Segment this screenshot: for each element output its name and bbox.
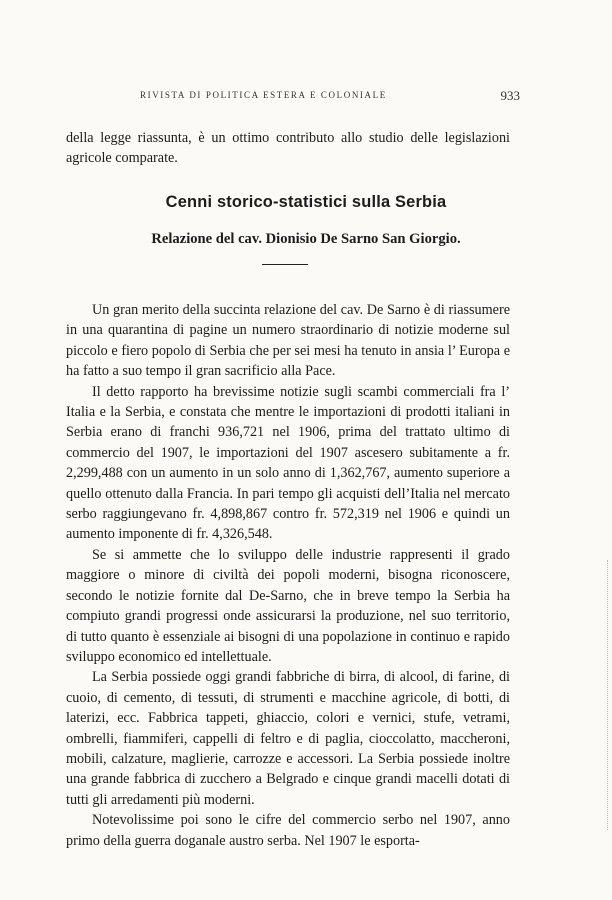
article-body: [66, 300, 510, 851]
paragraph: Un gran merito della succinta relazione del cav. De Sarno è di riassumere in una quarantina di pagine un numero straordinario di notizie moderne sul piccolo e fiero popolo di Serbia che per sei mesi ha tenuto in ansia l’ Europa e ha fatto a suo tempo il gran sacrificio alla Pace.: [66, 302, 510, 380]
page-header: [0, 90, 612, 104]
title-rule: [262, 264, 308, 265]
paragraph: La Serbia possiede oggi grandi fabbriche di birra, di alcool, di farine, di cuoio, di cemento, di tessuti, di strumenti e macchine agricole, di botti, di laterizi, ecc. Fabbrica tappeti, ghiaccio, colori e vernici, stufe, vetrami, ombrelli, fiammiferi, cappelli di feltro e di paglia, cioccolatto, maccheroni, mobili, calzature, maglierie, carrozze e accessori. La Serbia possiede inoltre una grande fabbrica di zucchero a Belgrado e cinque grandi macelli dotati di tutti gli arredamenti più moderni.: [66, 669, 510, 808]
paragraph: Se si ammette che lo sviluppo delle industrie rappresenti il grado maggiore o minore di civiltà dei popoli moderni, bisogna riconoscere, secondo le notizie fornite dal De-Sarno, che in breve tempo la Serbia ha compiuto grandi progressi onde assicurarsi la produzione, nel suo territorio, di tutto quanto è essenziale ai bisogni di una popolazione in continuo e rapido sviluppo economico ed intellettuale.: [66, 546, 510, 665]
paragraph: Il detto rapporto ha brevissime notizie sugli scambi commerciali fra l’ Italia e la Serbia, e constata che mentre le importazioni di prodotti italiani in Serbia erano di franchi 936,721 nel 1906, prima del trattato ultimo di commercio del 1907, le importazioni del 1907 ascesero subitamente a fr. 2,299,488 con un aumento in un solo anno di 1,362,767, aumento superiore a quello ottenuto dalla Francia. In pari tempo gli acquisti dell’Italia nel mercato serbo raggiungevano fr. 4,898,867 contro fr. 572,319 nel 1906 e quindi un aumento imponente di fr. 4,326,548.: [66, 383, 510, 543]
carry-over-paragraph: della legge riassunta, è un ottimo contributo allo studio delle legislazioni agricole comparate.: [66, 130, 510, 167]
article-subtitle: Relazione del cav. Dionisio De Sarno San Giorgio.: [151, 231, 461, 247]
carry-over-text: [66, 128, 510, 169]
page-number: 933: [500, 88, 520, 103]
page-edge-mark: [604, 560, 608, 830]
running-title: RIVISTA DI POLITICA ESTERA E COLONIALE: [140, 90, 387, 100]
paragraph: Notevolissime poi sono le cifre del commercio serbo nel 1907, anno primo della guerra doganale austro serba. Nel 1907 le esporta-: [66, 812, 510, 849]
article-title: Cenni storico-statistici sulla Serbia: [165, 193, 447, 211]
